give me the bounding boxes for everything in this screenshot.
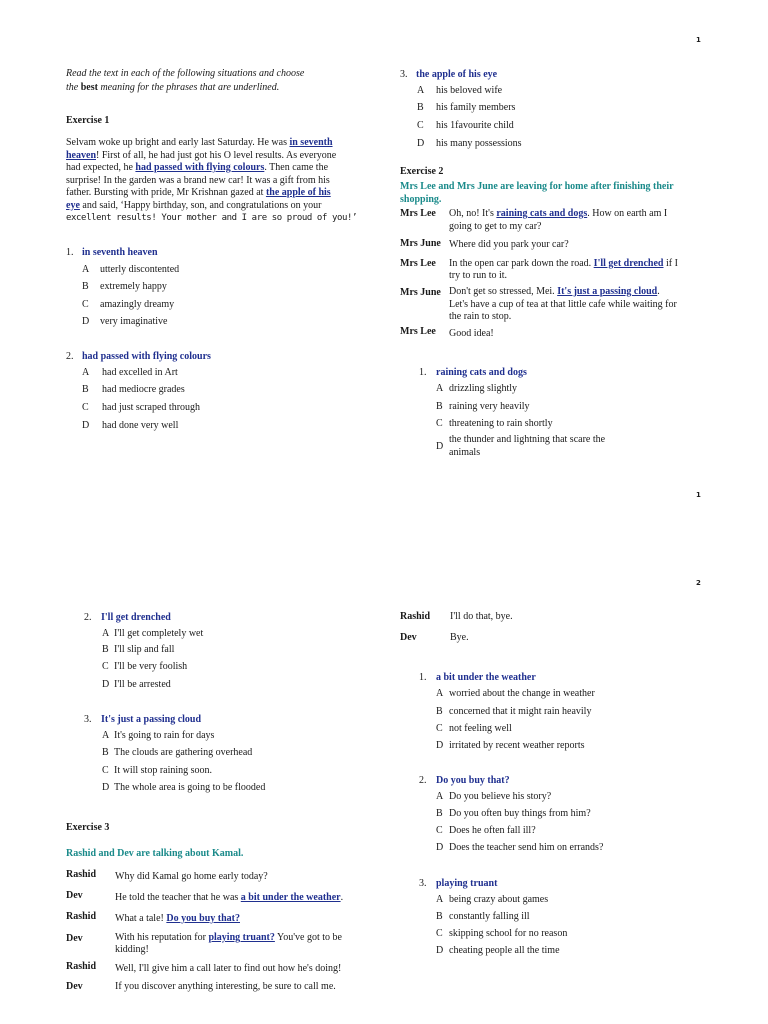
speaker-label: Dev — [66, 890, 83, 901]
option-d[interactable]: D the thunder and lightning that scare the animals — [436, 434, 606, 458]
speaker-label: Mrs Lee — [400, 258, 436, 269]
speaker-label: Mrs Lee — [400, 208, 436, 219]
page-number: 1 — [696, 491, 701, 499]
phrase-apple-of-his-eye: the apple of his — [265, 187, 331, 198]
speaker-label: Rashid — [66, 911, 97, 922]
exercise-3-title: Exercise 3 — [66, 822, 110, 833]
phrase-under-the-weather: a bit under the weather — [240, 892, 341, 903]
speaker-label: Dev — [400, 632, 417, 643]
exercise-2-title: Exercise 2 — [400, 166, 444, 177]
page-number: 1 — [696, 36, 701, 44]
page-number: 2 — [696, 579, 701, 587]
speaker-label: Mrs June — [400, 238, 441, 249]
speaker-label: Mrs June — [400, 287, 441, 298]
speaker-label: Rashid — [66, 869, 97, 880]
phrase-do-you-buy-that: Do you buy that? — [166, 913, 240, 924]
exercise-3-dialogue-right: Rashid I'll do that, bye. Dev Bye. — [400, 611, 513, 643]
phrase-raining-cats-and-dogs: raining cats and dogs — [496, 208, 588, 219]
speaker-label: Rashid — [66, 961, 97, 972]
phrase-playing-truant: playing truant? — [208, 932, 275, 943]
exercise-1-title: Exercise 1 — [66, 115, 110, 126]
phrase-in-seventh-heaven: in seventh — [289, 137, 333, 148]
exercise-3-intro: Rashid and Dev are talking about Kamal. — [66, 848, 244, 859]
speaker-label: Rashid — [400, 611, 431, 622]
phrase-flying-colours: had passed with flying colours — [135, 162, 265, 173]
exercise-3-dialogue-left: Rashid Why did Kamal go home early today? Dev He told the teacher that he was a bit under the weather. Rashid What a tale! Do you buy that? Dev With his reputation for playing truant? You've got to be kidding! Rashid Well, I'll give him a call later to find out how he's doing! Dev If you discover anything interesting, be sure to call me. — [66, 869, 344, 992]
instructions: Read the text in each of the following situations and choose the best meaning for the phrases that are underlined. — [66, 68, 305, 93]
exercise-2-dialogue: Mrs Lee Oh, no! It's raining cats and dogs. How on earth am I going to get to my car? Mrs June Where did you park your car? Mrs Lee In the open car park down the road. I'll get drenched if I try to run to it. Mrs June Don't get so stressed, Mei. It's just a passing cloud. Let's have a cup of tea at that little cafe while waiting for the rain to stop. Mrs Lee Good idea! — [400, 208, 678, 339]
phrase-ill-get-drenched: I'll get drenched — [593, 258, 664, 269]
speaker-label: Mrs Lee — [400, 326, 436, 337]
phrase-passing-cloud: It's just a passing cloud — [557, 286, 658, 297]
speaker-label: Dev — [66, 933, 83, 944]
exercise-2-intro: Mrs Lee and Mrs June are leaving for home after finishing their shopping. — [400, 181, 674, 205]
speaker-label: Dev — [66, 981, 83, 992]
